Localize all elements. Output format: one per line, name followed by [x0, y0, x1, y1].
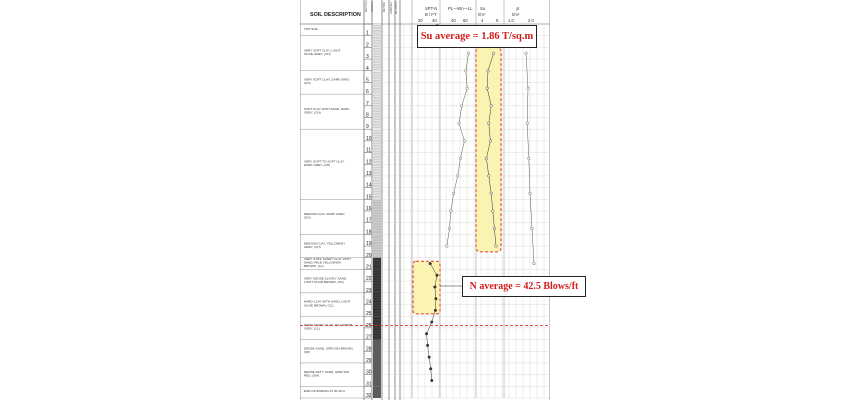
- su-header: Su: [480, 6, 486, 11]
- water-content-point: [463, 140, 466, 143]
- depth-label: 21: [366, 264, 372, 271]
- spt-n-point: [425, 332, 428, 335]
- layer-description: VERY STIFF SANDY CLAY WITH SAND, PALE YELLOWISH BROWN, (CL): [304, 256, 351, 269]
- water-content-point: [466, 87, 469, 90]
- su-point: [495, 245, 498, 248]
- spt-header: SPT-N: [425, 6, 438, 11]
- layer-description: HARD CLAY WITH SAND, LIGHT OLIVE BROWN, (CL): [304, 299, 351, 308]
- water-content-point: [467, 52, 470, 55]
- spt-tick-2: 40: [432, 18, 437, 23]
- su-point: [486, 87, 489, 90]
- soil-graphic: [373, 71, 381, 94]
- soil-graphic: [373, 269, 381, 292]
- unit-weight-unit: t/m³: [512, 12, 520, 17]
- su-point: [492, 52, 495, 55]
- log-grid: [300, 0, 550, 400]
- layer-description: DENSE SAND, GREYISH BROWN, (SP): [304, 346, 354, 355]
- unit-weight-point: [525, 52, 528, 55]
- unit-weight-tick-2: 2.0: [528, 18, 534, 23]
- depth-label: 27: [366, 334, 372, 341]
- depth-label: 6: [366, 89, 369, 96]
- spt-n-point: [434, 286, 437, 289]
- su-point: [489, 140, 492, 143]
- depth-label: 16: [366, 206, 372, 212]
- su-point: [488, 122, 491, 125]
- water-content-point: [452, 192, 455, 195]
- su-point: [490, 192, 493, 195]
- layer-description: SOFT CLAY WITH SAND, DARK GREY, (CH): [304, 106, 350, 115]
- depth-label: 8: [366, 112, 369, 119]
- water-content-point: [448, 227, 451, 230]
- water-content-point: [465, 69, 468, 72]
- su-tick-1: 4: [481, 18, 484, 23]
- depth-label: 1: [366, 30, 369, 37]
- depth-label: 10: [366, 135, 372, 142]
- unit-weight-header: γt: [516, 6, 520, 11]
- spt-n-point: [426, 344, 429, 347]
- su-point: [487, 69, 490, 72]
- layer-description: MEDIUM CLAY, DARK GREY, (CH): [304, 212, 346, 220]
- spt-tick-1: 20: [418, 18, 423, 23]
- unit-weight-point: [528, 157, 531, 160]
- su-point: [488, 175, 491, 178]
- depth-label: 25: [366, 311, 372, 318]
- depth-label: 30: [366, 369, 372, 376]
- depth-label: 20: [366, 252, 372, 259]
- layer-description: VERY DENSE CLAYEY SAND, LIGHT OLIVE BROWN, (SC): [304, 276, 347, 284]
- layer-description: DENSE SILTY SAND, GREYISH RED, (SM): [304, 369, 349, 378]
- n-average-callout: N average = 42.5 Blows/ft: [462, 276, 586, 297]
- su-unit: t/m²: [478, 12, 486, 17]
- depth-label: 32: [366, 393, 372, 399]
- spt-n-point: [429, 262, 432, 265]
- depth-label: 15: [366, 194, 372, 201]
- depth-label: 4: [366, 65, 369, 72]
- su-tick-2: 8: [496, 18, 499, 23]
- spt-n-point: [430, 321, 433, 324]
- atterberg-header: PL—Wn—LL: [448, 6, 473, 11]
- method-column-header: METHOD: [384, 2, 386, 12]
- layer-description: VERY SOFT CLAY, LIGHT OLIVE GREY, (CH): [304, 48, 341, 57]
- depth-label: 3: [366, 54, 369, 61]
- soil-graphic: [373, 293, 381, 316]
- spt-n-point: [436, 274, 439, 277]
- spt-n-point: [429, 367, 432, 370]
- depth-label: 2: [366, 42, 369, 49]
- soil-graphic: [373, 340, 381, 363]
- atterberg-tick-2: 60: [463, 18, 468, 23]
- boring-log-sheet: [300, 0, 550, 400]
- layer-description: VERY SOFT TO SOFT CLAY, DARK GREY, (CH): [304, 159, 345, 168]
- layer-description: HARD SANDY CLAY, YELLOWISH GREY, (CL): [304, 323, 353, 331]
- water-content-point: [446, 245, 449, 248]
- depth-label: 17: [366, 217, 372, 224]
- depth-label: 23: [366, 287, 372, 294]
- su-average-callout: Su average = 1.86 T/sq.m: [417, 25, 537, 48]
- spt-n-point: [430, 379, 433, 382]
- depth-label: 19: [366, 241, 372, 248]
- depth-label: 9: [366, 124, 369, 131]
- depth-label: 22: [366, 276, 372, 283]
- water-content-point: [458, 122, 461, 125]
- layer-description: MEDIUM CLAY, YELLOWISH GREY, (CH): [304, 241, 345, 249]
- spt-n-point: [434, 309, 437, 312]
- recovery-column-header: RECOVERY: [396, 1, 398, 14]
- soil-graphic: [373, 258, 381, 270]
- depth-label: 26: [366, 322, 372, 329]
- su-point: [485, 157, 488, 160]
- boring-log-figure: [300, 0, 550, 400]
- soil-graphic: [373, 234, 381, 257]
- soil-graphic: [373, 386, 381, 398]
- depth-label: 31: [366, 381, 372, 388]
- layer-description: VERY SOFT CLAY, DARK GREY, (CH): [304, 77, 351, 86]
- spt-n-point: [435, 297, 438, 300]
- depth-label: 28: [366, 346, 372, 353]
- layer-description: TOP SOIL: [304, 26, 319, 31]
- unit-weight-point: [527, 87, 530, 90]
- sampling-column-header: SAMPLING: [391, 2, 393, 14]
- spt-n-point: [428, 356, 431, 359]
- depth-label: 7: [366, 100, 369, 107]
- unit-weight-point: [526, 122, 529, 125]
- depth-label: 11: [366, 147, 372, 154]
- unit-weight-point: [529, 192, 532, 195]
- atterberg-tick-1: 40: [451, 18, 456, 23]
- depth-label: 13: [366, 170, 372, 177]
- unit-weight-point: [533, 262, 536, 265]
- depth-label: 24: [366, 299, 372, 306]
- water-content-point: [450, 210, 453, 213]
- soil-graphic: [373, 24, 381, 36]
- su-point: [490, 105, 493, 108]
- soil-graphic: [373, 363, 381, 386]
- graphic-column-header: GRAPHIC: [372, 1, 374, 12]
- water-content-point: [460, 105, 463, 108]
- depth-label: 14: [366, 182, 372, 189]
- depth-label: 29: [366, 357, 372, 364]
- depth-label: 12: [366, 159, 372, 166]
- water-content-line: [447, 53, 469, 246]
- soil-graphic: [373, 316, 381, 339]
- su-point: [492, 210, 495, 213]
- depth-label: 18: [366, 229, 372, 236]
- water-content-point: [456, 175, 459, 178]
- water-content-point: [459, 157, 462, 160]
- depth-label: 5: [366, 77, 369, 84]
- layer-description: END OF BORING AT 30.45 m: [304, 389, 346, 394]
- soil-description-header: SOIL DESCRIPTION: [310, 12, 361, 18]
- su-point: [493, 227, 496, 230]
- depth-column-header: DEPTH (m): [366, 0, 368, 12]
- unit-weight-point: [531, 227, 534, 230]
- unit-weight-tick-1: 1.0: [508, 18, 514, 23]
- spt-unit: B / FT: [425, 12, 437, 17]
